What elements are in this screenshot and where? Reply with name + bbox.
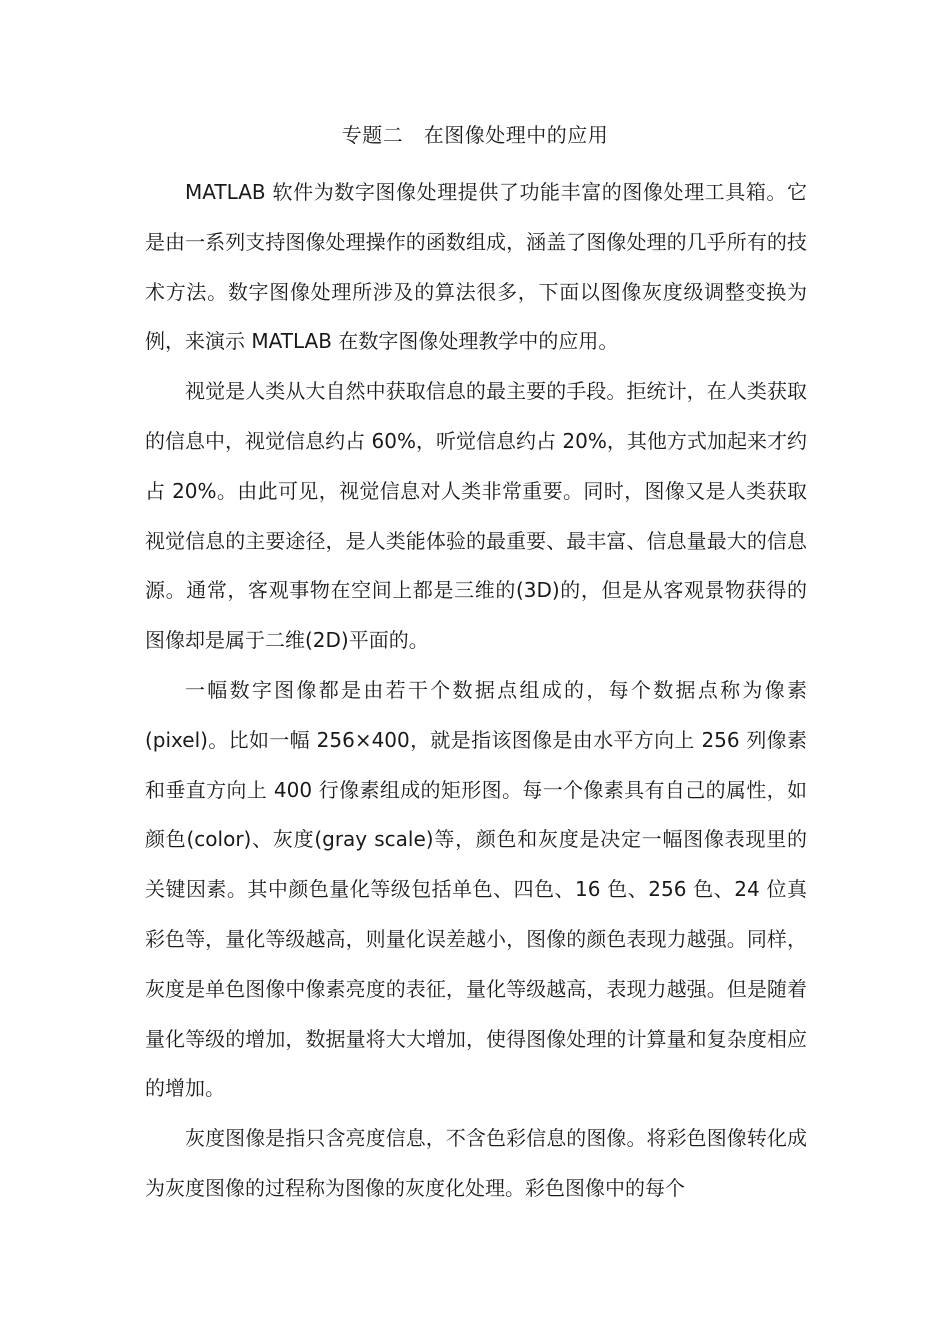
page-title: 专题二 在图像处理中的应用 <box>341 123 609 147</box>
paragraph-grayscale: 灰度图像是指只含亮度信息，不含色彩信息的图像。将彩色图像转化成为灰度图像的过程称为图像的灰度化处理。彩色图像中的每个 <box>145 1126 807 1200</box>
body-text <box>145 168 807 1214</box>
paragraph-pixel: 一幅数字图像都是由若干个数据点组成的，每个数据点称为像素(pixel)。比如一幅 256×400，就是指该图像是由水平方向上 256 列像素和垂直方向上 400 行像素组成的矩形图。每一个像素具有自己的属性，如颜色(color)、灰度(gray scale)等，颜色和灰度是决定一幅图像表现里的关键因素。其中颜色量化等级包括单色、四色、16 色、256 色、24 位真彩色等，量化等级越高，则量化误差越小，图像的颜色表现力越强。同样，灰度是单色图像中像素亮度的表征，量化等级越高，表现力越强。但是随着量化等级的增加，数据量将大大增加，使得图像处理的计算量和复杂度相应的增加。 <box>145 677 807 1101</box>
paragraph-matlab-toolbox: MATLAB 软件为数字图像处理提供了功能丰富的图像处理工具箱。它是由一系列支持图像处理操作的函数组成，涵盖了图像处理的几乎所有的技术方法。数字图像处理所涉及的算法很多，下面以图像灰度级调整变换为例，来演示 MATLAB 在数字图像处理教学中的应用。 <box>145 180 807 354</box>
paragraph-vision: 视觉是人类从大自然中获取信息的最主要的手段。拒统计，在人类获取的信息中，视觉信息约占 60%，听觉信息约占 20%，其他方式加起来才约占 20%。由此可见，视觉信息对人类非常重要。同时，图像又是人类获取视觉信息的主要途径，是人类能体验的最重要、最丰富、信息量最大的信息源。通常，客观事物在空间上都是三维的(3D)的，但是从客观景物获得的图像却是属于二维(2D)平面的。 <box>145 379 807 653</box>
